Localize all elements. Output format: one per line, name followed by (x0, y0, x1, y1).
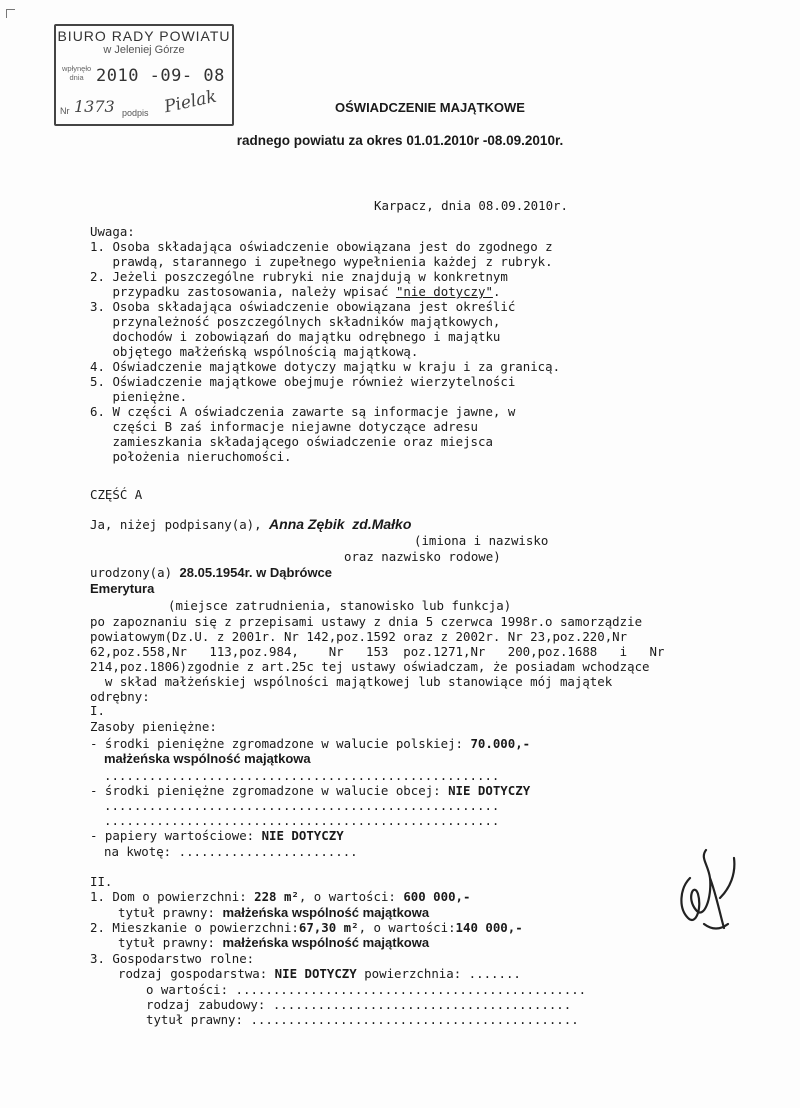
flat-area: 67,30 m² (298, 920, 359, 935)
note-number: 2. (90, 269, 105, 284)
house-area: 228 m² (254, 889, 299, 904)
house-title: małżeńska wspólność majątkowa (222, 905, 430, 920)
house-prefix: 1. Dom o powierzchni: (90, 889, 247, 904)
note-text: części B zaś informacje niejawne dotyczące adresu (112, 419, 478, 434)
note-text: przynależność poszczególnych składników majątkowych, (112, 314, 501, 329)
note-line (90, 314, 560, 329)
farm-title-line (146, 1012, 579, 1027)
stamp-location: w Jeleniej Górze (103, 44, 185, 56)
section-1-roman: I. (90, 703, 105, 718)
law-line: 214,poz.1806)zgodnie z art.25c tej ustawy oświadczam, że posiadam wchodzące (90, 659, 650, 674)
foreign-value: NIE DOTYCZY (448, 783, 531, 798)
born-value: 28.05.1954r. w Dąbrówce (179, 565, 333, 580)
declarant-name: Anna Zębik zd.Małko (269, 516, 412, 532)
note-line (90, 434, 560, 449)
flat-value: 140 000,- (455, 920, 523, 935)
stamp-received-label: wpłynęło dnia (62, 64, 92, 82)
foreign-line (90, 783, 530, 798)
corner-mark (6, 9, 15, 18)
part-a-heading: CZĘŚĆ A (90, 487, 143, 502)
stamp-podpis-label: podpis (122, 108, 149, 118)
stamp-signature: Pielak (162, 86, 219, 118)
house-title-label: tytuł prawny: (118, 905, 215, 920)
pln-prefix: - środki pieniężne zgromadzone w walucie polskiej: (90, 736, 463, 751)
name-hint-1: (imiona i nazwisko (414, 533, 549, 548)
note-text: zamieszkania składającego oświadczenie oraz miejsca (112, 434, 493, 449)
amount-label: na kwotę: (104, 844, 172, 859)
farm-value-label: o wartości: (146, 982, 229, 997)
stamp-nr-label: Nr (60, 106, 70, 116)
note-line (90, 419, 560, 434)
flat-line (90, 920, 523, 935)
farm-build-dots: ........................................ (272, 997, 572, 1012)
born-prefix: urodzony(a) (90, 565, 173, 580)
flat-prefix: 2. Mieszkanie o powierzchni: (90, 920, 299, 935)
document-subtitle: radnego powiatu za okres 01.01.2010r -08.09.2010r. (236, 133, 564, 148)
note-text: przypadku zastosowania, należy wpisać "nie dotyczy". (112, 284, 501, 299)
securities-amount (104, 844, 358, 859)
foreign-dots-2: ..................................................... (104, 813, 500, 828)
law-line: 62,poz.558,Nr 113,poz.984, Nr 153 poz.1271,Nr 200,poz.1688 i Nr (90, 644, 665, 659)
occupation: Emerytura (90, 581, 155, 596)
securities-line (90, 828, 344, 843)
securities-value: NIE DOTYCZY (261, 828, 344, 843)
house-value: 600 000,- (403, 889, 471, 904)
farm-build-label: rodzaj zabudowy: (146, 997, 266, 1012)
note-line (90, 284, 560, 299)
farm-value-line (146, 982, 586, 997)
farm-title-dots: ............................................ (250, 1012, 579, 1027)
stamp-office: BIURO RADY POWIATU (57, 28, 231, 44)
law-line: odrębny: (90, 689, 150, 704)
amount-dots: ........................ (178, 844, 358, 859)
note-number: 5. (90, 374, 105, 389)
foreign-dots-1: ..................................................... (104, 798, 500, 813)
note-line (90, 344, 560, 359)
note-text: Oświadczenie majątkowe obejmuje również wierzytelności (112, 374, 516, 389)
note-number: 1. (90, 239, 105, 254)
note-number: 4. (90, 359, 105, 374)
note-number: 6. (90, 404, 105, 419)
note-text: dochodów i zobowiązań do majątku odrębnego i majątku (112, 329, 501, 344)
declarant-line (90, 517, 411, 532)
farm-type-label: rodzaj gospodarstwa: (118, 966, 268, 981)
pln-dots: ..................................................... (104, 768, 500, 783)
stamp-date: 2010 -09- 08 (96, 66, 225, 86)
note-text: objętego małżeńską wspólnością majątkową. (112, 344, 419, 359)
margin-signature-icon (660, 838, 750, 938)
section-2-roman: II. (90, 874, 113, 889)
section-1-heading: Zasoby pieniężne: (90, 719, 217, 734)
note-line (90, 404, 560, 419)
note-line (90, 299, 560, 314)
farm-type-line (118, 966, 521, 981)
note-line (90, 449, 560, 464)
note-line (90, 374, 560, 389)
house-line (90, 889, 470, 904)
document-title: OŚWIADCZENIE MAJĄTKOWE (335, 100, 525, 115)
declarant-prefix: Ja, niżej podpisany(a), (90, 517, 262, 532)
note-line (90, 329, 560, 344)
foreign-prefix: - środki pieniężne zgromadzone w walucie obcej: (90, 783, 441, 798)
note-text: Jeżeli poszczególne rubryki nie znajdują w konkretnym (112, 269, 508, 284)
securities-prefix: - papiery wartościowe: (90, 828, 255, 843)
farm-area-dots: ....... (468, 966, 521, 981)
notes-list (90, 239, 560, 464)
pln-owner: małżeńska wspólność majątkowa (104, 751, 311, 766)
note-text: prawdą, starannego i zupełnego wypełnienia każdej z rubryk. (112, 254, 553, 269)
law-line: powiatowym(Dz.U. z 2001r. Nr 142,poz.1592 oraz z 2002r. Nr 23,poz.220,Nr (90, 629, 628, 644)
note-line (90, 269, 560, 284)
note-text: Oświadczenie majątkowe dotyczy majątku w kraju i za granicą. (112, 359, 561, 374)
occupation-hint: (miejsce zatrudnienia, stanowisko lub funkcja) (168, 598, 512, 613)
law-statement (90, 614, 664, 704)
notes-heading: Uwaga: (90, 224, 135, 239)
law-line: w skład małżeńskiej wspólności majątkowej lub stanowiące mój majątek (90, 674, 613, 689)
place-date: Karpacz, dnia 08.09.2010r. (374, 198, 568, 213)
note-number: 3. (90, 299, 105, 314)
flat-title-line (118, 935, 429, 950)
flat-value-label: , o wartości: (358, 920, 456, 935)
farm-heading: 3. Gospodarstwo rolne: (90, 951, 255, 966)
flat-title: małżeńska wspólność majątkowa (222, 935, 430, 950)
note-line (90, 389, 560, 404)
note-text: Osoba składająca oświadczenie obowiązana jest określić (112, 299, 516, 314)
farm-type-value: NIE DOTYCZY (274, 966, 357, 981)
note-line (90, 239, 560, 254)
law-line: po zapoznaniu się z przepisami ustawy z dnia 5 czerwca 1998r.o samorządzie (90, 614, 643, 629)
name-hint-2: oraz nazwisko rodowe) (344, 549, 501, 564)
pln-line (90, 736, 530, 751)
note-text: W części A oświadczenia zawarte są informacje jawne, w (112, 404, 516, 419)
farm-build-line (146, 997, 571, 1012)
stamp-nr-value: 1373 (74, 97, 115, 116)
note-text: pieniężne. (112, 389, 188, 404)
house-value-label: , o wartości: (298, 889, 396, 904)
pln-value: 70.000,- (470, 736, 531, 751)
farm-area-label: powierzchnia: (364, 966, 462, 981)
note-line (90, 254, 560, 269)
note-text: położenia nieruchomości. (112, 449, 292, 464)
flat-title-label: tytuł prawny: (118, 935, 215, 950)
note-line (90, 359, 560, 374)
house-title-line (118, 905, 429, 920)
born-line (90, 565, 332, 580)
note-text: Osoba składająca oświadczenie obowiązana jest do zgodnego z (112, 239, 553, 254)
farm-value-dots: ............................................... (235, 982, 587, 997)
farm-title-label: tytuł prawny: (146, 1012, 243, 1027)
